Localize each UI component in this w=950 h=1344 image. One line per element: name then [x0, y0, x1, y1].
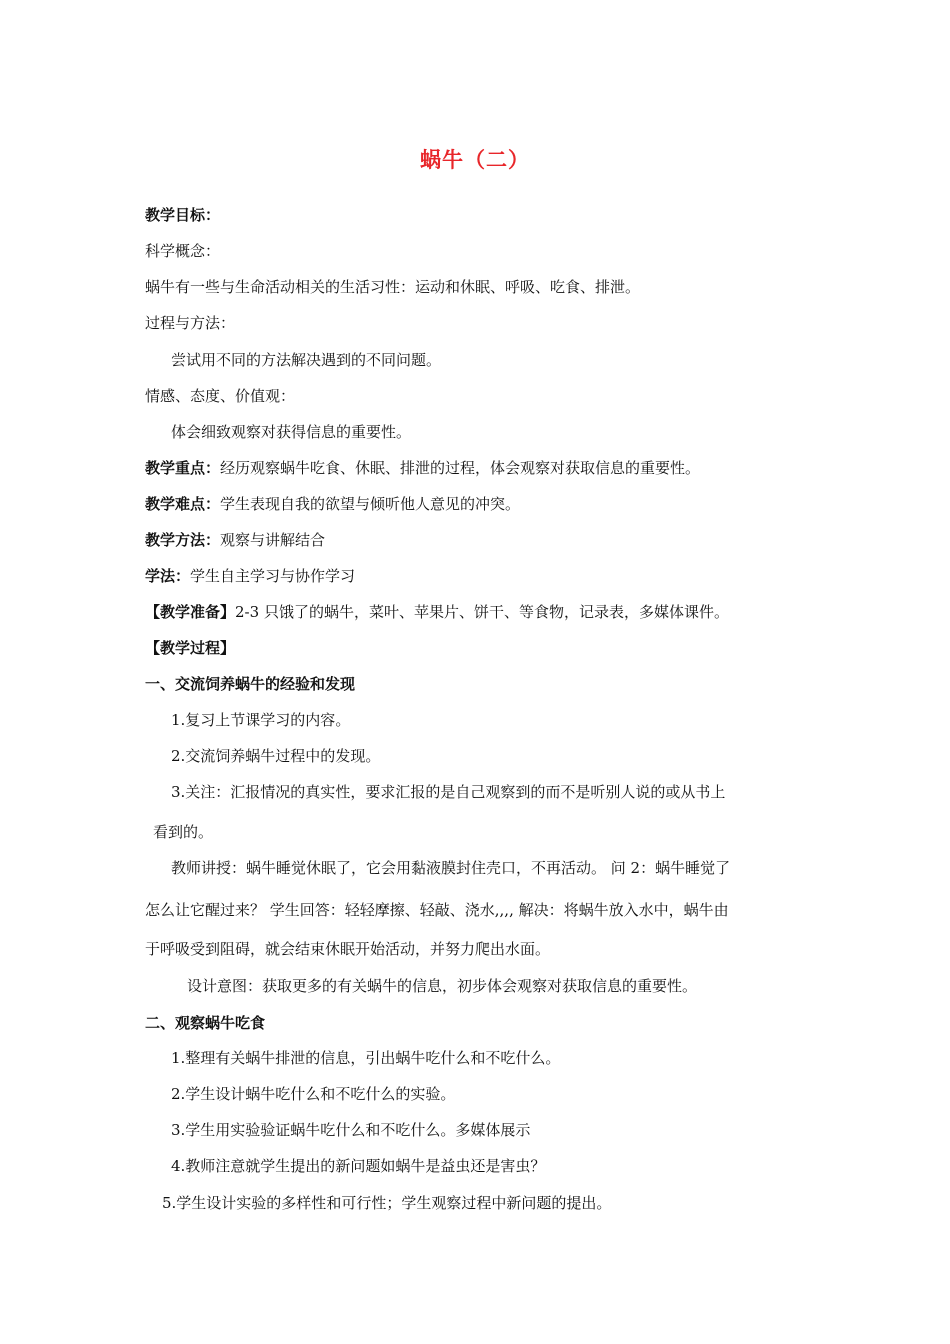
preparation-text: 2-3 只饿了的蜗牛，菜叶、苹果片、饼干、等食物，记录表，多媒体课件。	[235, 603, 729, 621]
section2-item4: 4.教师注意就学生提出的新问题如蜗牛是益虫还是害虫？	[171, 1157, 546, 1175]
study-method-label: 学法：	[145, 567, 191, 585]
teaching-method-text: 观察与讲解结合	[220, 531, 326, 549]
section1-item3-line2: 看到的。	[153, 823, 214, 841]
difficulty-text: 学生表现自我的欲望与倾听他人意见的冲突。	[220, 495, 521, 513]
section2-item1: 1.整理有关蜗牛排泄的信息，引出蜗牛吃什么和不吃什么。	[171, 1049, 561, 1067]
section1-item2: 2.交流饲养蜗牛过程中的发现。	[171, 747, 381, 765]
difficulty	[145, 494, 520, 514]
objectives-heading: 教学目标：	[145, 206, 221, 224]
concept-label: 科学概念：	[145, 242, 221, 260]
section1-design-intent: 设计意图：获取更多的有关蜗牛的信息，初步体会观察对获取信息的重要性。	[187, 977, 698, 995]
study-method-text: 学生自主学习与协作学习	[190, 567, 356, 585]
section1-item1: 1.复习上节课学习的内容。	[171, 711, 351, 729]
difficulty-label: 教学难点：	[145, 495, 221, 513]
emotion-label: 情感、态度、价值观：	[145, 387, 296, 405]
preparation-label: 【教学准备】	[145, 603, 236, 621]
emotion-text: 体会细致观察对获得信息的重要性。	[171, 423, 412, 441]
key-point-text: 经历观察蜗牛吃食、休眠、排泄的过程，体会观察对获取信息的重要性。	[220, 459, 701, 477]
study-method	[145, 566, 355, 586]
section2-item2: 2.学生设计蜗牛吃什么和不吃什么的实验。	[171, 1085, 456, 1103]
teaching-method-label: 教学方法：	[145, 531, 221, 549]
teaching-method	[145, 530, 325, 550]
section1-para-line1: 教师讲授：蜗牛睡觉休眠了，它会用黏液膜封住壳口，不再活动。 问 2：蜗牛睡觉了	[171, 859, 731, 877]
process-text: 尝试用不同的方法解决遇到的不同问题。	[171, 351, 442, 369]
key-point-label: 教学重点：	[145, 459, 221, 477]
section1-item3-line1: 3.关注：汇报情况的真实性，要求汇报的是自己观察到的而不是听别人说的或从书上	[171, 783, 726, 801]
section2-heading: 二、观察蜗牛吃食	[145, 1014, 266, 1032]
section1-para-line3: 于呼吸受到阻碍，就会结束休眠开始活动，并努力爬出水面。	[145, 940, 551, 958]
page-title: 蜗牛（二）	[420, 148, 530, 172]
section2-item5: 5.学生设计实验的多样性和可行性；学生观察过程中新问题的提出。	[162, 1194, 612, 1212]
section1-heading: 一、交流饲养蜗牛的经验和发现	[145, 675, 356, 693]
process-heading: 【教学过程】	[145, 639, 236, 657]
concept-text: 蜗牛有一些与生命活动相关的生活习性：运动和休眠、呼吸、吃食、排泄。	[145, 278, 641, 296]
section2-item3: 3.学生用实验验证蜗牛吃什么和不吃什么。多媒体展示	[171, 1121, 531, 1139]
key-point	[145, 458, 700, 478]
preparation	[145, 602, 729, 622]
section1-para-line2: 怎么让它醒过来？ 学生回答：轻轻摩擦、轻敲、浇水,,,, 解决：将蜗牛放入水中，蜗牛由	[145, 901, 729, 919]
process-label: 过程与方法：	[145, 314, 236, 332]
